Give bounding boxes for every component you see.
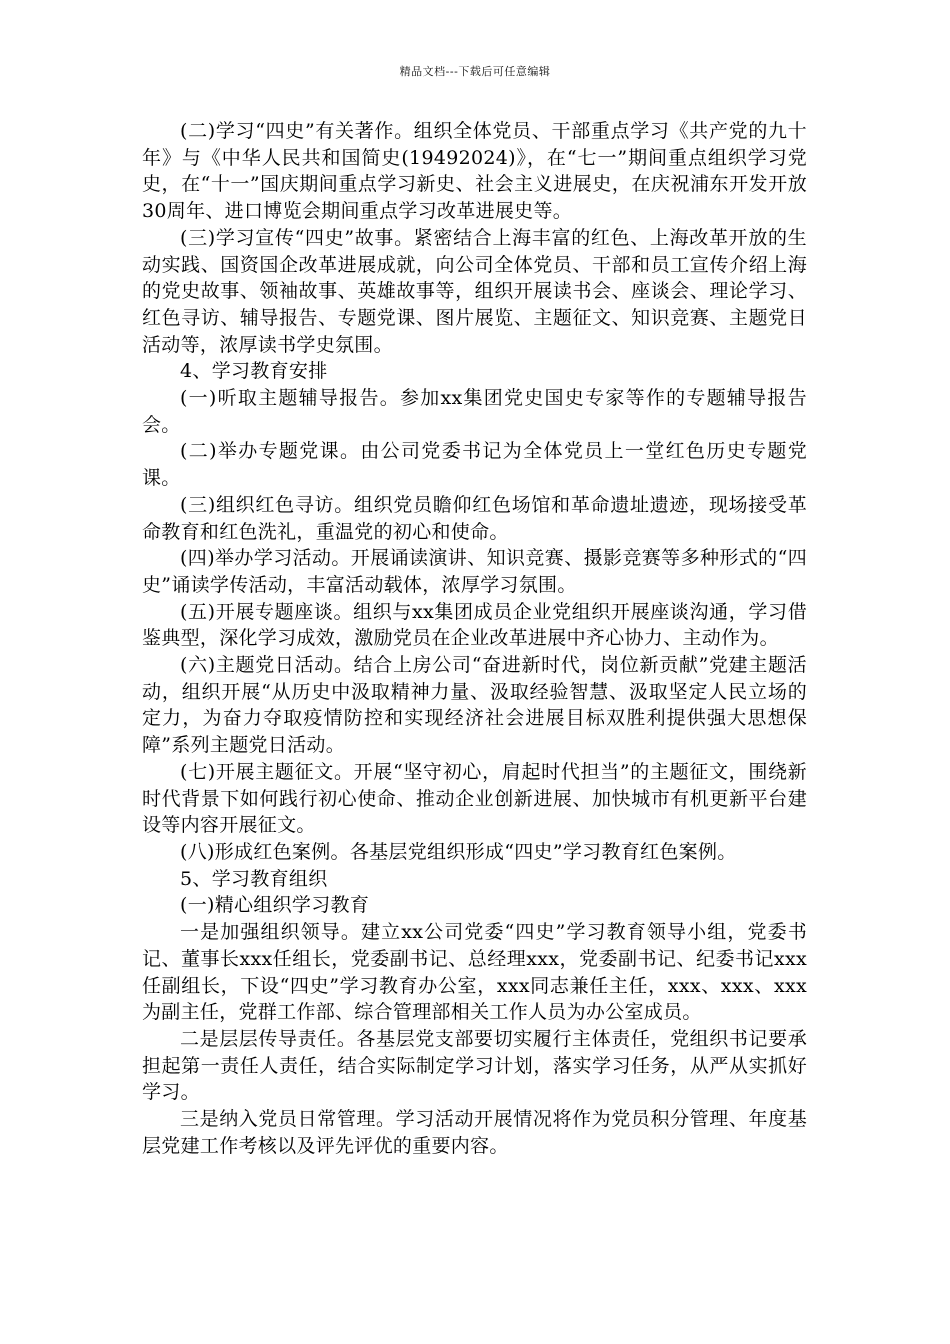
paragraph-arrangement-4: (四)举办学习活动。开展诵读演讲、知识竞赛、摄影竞赛等多种形式的“四史”诵读学传活动，丰富活动载体，浓厚学习氛围。 (142, 547, 807, 596)
paragraph-arrangement-3: (三)组织红色寻访。组织党员瞻仰红色场馆和革命遗址遗迹，现场接受革命教育和红色洗礼，重温党的初心和使命。 (142, 493, 807, 543)
paragraph-responsibility: 二是层层传导责任。各基层党支部要切实履行主体责任，党组织书记要承担起第一责任人责任，结合实际制定学习计划，落实学习任务，从严从实抓好学习。 (142, 1027, 807, 1104)
paragraph-daily-management: 三是纳入党员日常管理。学习活动开展情况将作为党员积分管理、年度基层党建工作考核以及评先评优的重要内容。 (142, 1108, 807, 1157)
paragraph-arrangement-5: (五)开展专题座谈。组织与xx集团成员企业党组织开展座谈沟通，学习借鉴典型，深化学习成效，激励党员在企业改革进展中齐心协力、主动作为。 (142, 600, 807, 650)
paragraph-arrangement-8: (八)形成红色案例。各基层党组织形成“四史”学习教育红色案例。 (180, 840, 737, 863)
paragraph-arrangement-2: (二)举办专题党课。由公司党委书记为全体党员上一堂红色历史专题党课。 (142, 440, 807, 490)
paragraph-arrangement-1: (一)听取主题辅导报告。参加xx集团党史国史专家等作的专题辅导报告会。 (142, 387, 807, 436)
page-header: 精品文档---下载后可任意编辑 (399, 65, 551, 78)
paragraph-study-works: (二)学习“四史”有关著作。组织全体党员、干部重点学习《共产党的九十年》与《中华人民共和国简史(19492024)》，在“七一”期间重点组织学习党史，在“十一”国庆期间重点学习新史、社会主义进展史，在庆祝浦东开发开放30周年、进口博览会期间重点学习改革进展史等。 (142, 120, 807, 223)
paragraph-arrangement-6: (六)主题党日活动。结合上房公司“奋进新时代，岗位新贡献”党建主题活动，组织开展“从历史中汲取精神力量、汲取经验智慧、汲取坚定人民立场的定力，为奋力夺取疫情防控和实现经济社会进展目标双胜利提供强大思想保障”系列主题党日活动。 (142, 654, 807, 757)
subheading-organize-study: (一)精心组织学习教育 (180, 894, 370, 917)
section-heading-arrangement: 4、学习教育安排 (180, 360, 328, 383)
section-heading-organization: 5、学习教育组织 (180, 867, 328, 890)
paragraph-arrangement-7: (七)开展主题征文。开展“坚守初心，肩起时代担当”的主题征文，围绕新时代背景下如何践行初心使命、推动企业创新进展、加快城市有机更新平台建设等内容开展征文。 (142, 760, 807, 837)
document-body (142, 118, 807, 1159)
paragraph-leadership: 一是加强组织领导。建立xx公司党委“四史”学习教育领导小组，党委书记、董事长xxx任组长，党委副书记、总经理xxx，党委副书记、纪委书记xxx任副组长，下设“四史”学习教育办公室，xxx同志兼任主任，xxx、xxx、xxx为副主任，党群工作部、综合管理部相关工作人员为办公室成员。 (142, 921, 807, 1024)
paragraph-promote-stories: (三)学习宣传“四史”故事。紧密结合上海丰富的红色、上海改革开放的生动实践、国资国企改革进展成就，向公司全体党员、干部和员工宣传介绍上海的党史故事、领袖故事、英雄故事等，组织开展读书会、座谈会、理论学习、红色寻访、辅导报告、专题党课、图片展览、主题征文、知识竞赛、主题党日活动等，浓厚读书学史氛围。 (142, 226, 807, 356)
